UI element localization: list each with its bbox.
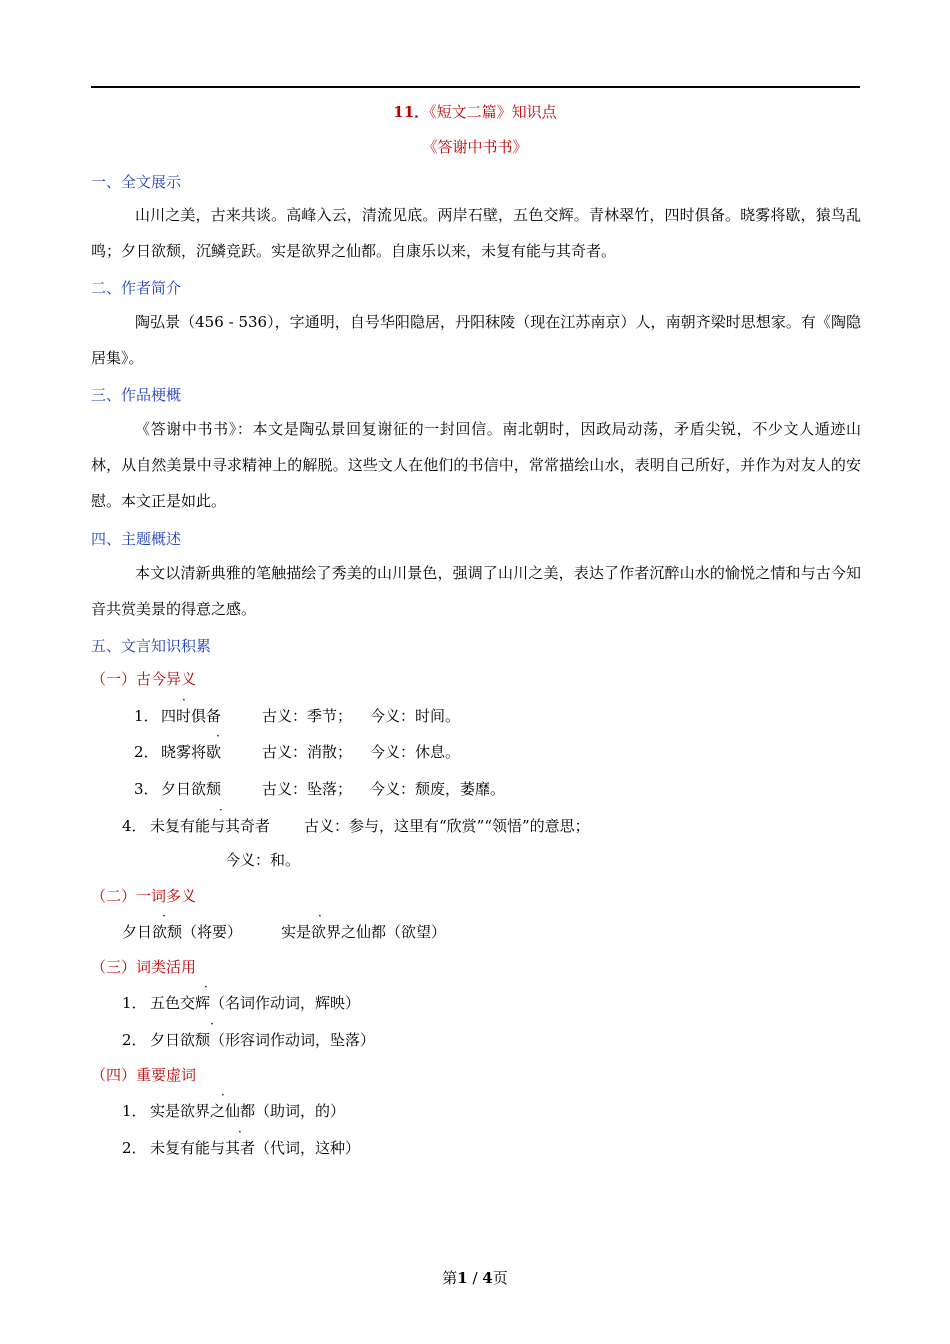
modern-meaning: 今义：时间。 — [370, 707, 461, 725]
summary-paragraph: 《答谢中书书》：本文是陶弘景回复谢征的一封回信。南北朝时，因政局动荡，矛盾尖锐，不少文人遁迹山林，从自然美景中寻求精神上的解脱。这些文人在他们的书信中，常常描绘山水，表明自己所好，并作为对友人的安慰。本文正是如此。 — [91, 420, 861, 510]
modern-meaning: 今义：和。 — [225, 851, 301, 869]
item-number: 2． — [122, 1139, 147, 1157]
item-phrase: 晓雾将歇 — [161, 743, 222, 761]
item-number: 4． — [122, 817, 147, 835]
item-number: 2． — [122, 1031, 147, 1049]
section-heading-3: 三、作品梗概 — [91, 386, 182, 404]
yici-example-right: 实是欲界之仙都（欲望） — [281, 923, 447, 941]
item-number: 1． — [134, 707, 159, 725]
subsection-heading-a: （一）古今异义 — [91, 670, 197, 688]
item-phrase: 夕日欲颓 — [161, 780, 222, 798]
ancient-meaning: 古义：消散； — [262, 743, 353, 761]
emphasis-dot: · — [162, 909, 166, 923]
item-text: 五色交辉（名词作动词，辉映） — [150, 994, 361, 1012]
emphasis-dot: · — [219, 803, 223, 817]
title-text: 《短文二篇》知识点 — [429, 103, 557, 121]
yici-example-left: 夕日欲颓（将要） — [122, 923, 243, 941]
item-number: 1． — [122, 1102, 147, 1120]
item-number: 1． — [122, 994, 147, 1012]
section-heading-4: 四、主题概述 — [91, 530, 182, 548]
total-pages: 4 — [482, 1269, 493, 1287]
current-page: 1 — [457, 1269, 468, 1287]
item-number: 3． — [134, 780, 159, 798]
footer-suffix: 页 — [492, 1269, 508, 1287]
subsection-heading-d: （四）重要虚词 — [91, 1066, 197, 1084]
page-number-footer — [0, 1268, 950, 1288]
item-text: 未复有能与其者（代词，这种） — [150, 1139, 361, 1157]
footer-prefix: 第 — [442, 1269, 458, 1287]
header-rule — [91, 86, 860, 88]
emphasis-dot: · — [204, 980, 208, 994]
theme-paragraph: 本文以清新典雅的笔触描绘了秀美的山川景色，强调了山川之美，表达了作者沉醉山水的愉悦之情和与古今知音共赏美景的得意之感。 — [91, 564, 861, 618]
emphasis-dot: · — [221, 1088, 225, 1102]
full-text-paragraph: 山川之美，古来共谈。高峰入云，清流见底。两岸石壁，五色交辉。青林翠竹，四时俱备。晓雾将歇，猿鸟乱鸣；夕日欲颓，沉鳞竞跃。实是欲界之仙都。自康乐以来，未复有能与其奇者。 — [91, 206, 861, 260]
item-text: 夕日欲颓（形容词作动词，坠落） — [150, 1031, 376, 1049]
emphasis-dot: · — [210, 1017, 214, 1031]
title-number: 11． — [393, 103, 430, 121]
ancient-meaning: 古义：坠落； — [262, 780, 353, 798]
subsection-heading-c: （三）词类活用 — [91, 958, 197, 976]
section-heading-5: 五、文言知识积累 — [91, 637, 212, 655]
footer-separator: / — [467, 1269, 483, 1287]
author-paragraph: 陶弘景（456 - 536），字通明，自号华阳隐居，丹阳秣陵（现在江苏南京）人，南朝齐梁时思想家。有《陶隐居集》。 — [91, 313, 861, 367]
page-subtitle: 《答谢中书书》 — [422, 138, 528, 156]
page-title — [0, 102, 950, 122]
emphasis-dot: · — [238, 1125, 242, 1139]
item-text: 实是欲界之仙都（助词，的） — [150, 1102, 346, 1120]
section-heading-2: 二、作者简介 — [91, 279, 182, 297]
item-number: 2． — [134, 743, 159, 761]
item-phrase: 未复有能与其奇者 — [150, 817, 271, 835]
emphasis-dot: · — [182, 693, 186, 707]
emphasis-dot: · — [216, 729, 220, 743]
ancient-meaning: 古义：季节； — [262, 707, 353, 725]
ancient-meaning: 古义：参与，这里有“欣赏”“领悟”的意思； — [304, 817, 590, 835]
modern-meaning: 今义：休息。 — [370, 743, 461, 761]
section-heading-1: 一、全文展示 — [91, 173, 182, 191]
modern-meaning: 今义：颓废，萎靡。 — [370, 780, 506, 798]
emphasis-dot: · — [318, 909, 322, 923]
item-phrase: 四时俱备 — [161, 707, 222, 725]
subsection-heading-b: （二）一词多义 — [91, 887, 197, 905]
